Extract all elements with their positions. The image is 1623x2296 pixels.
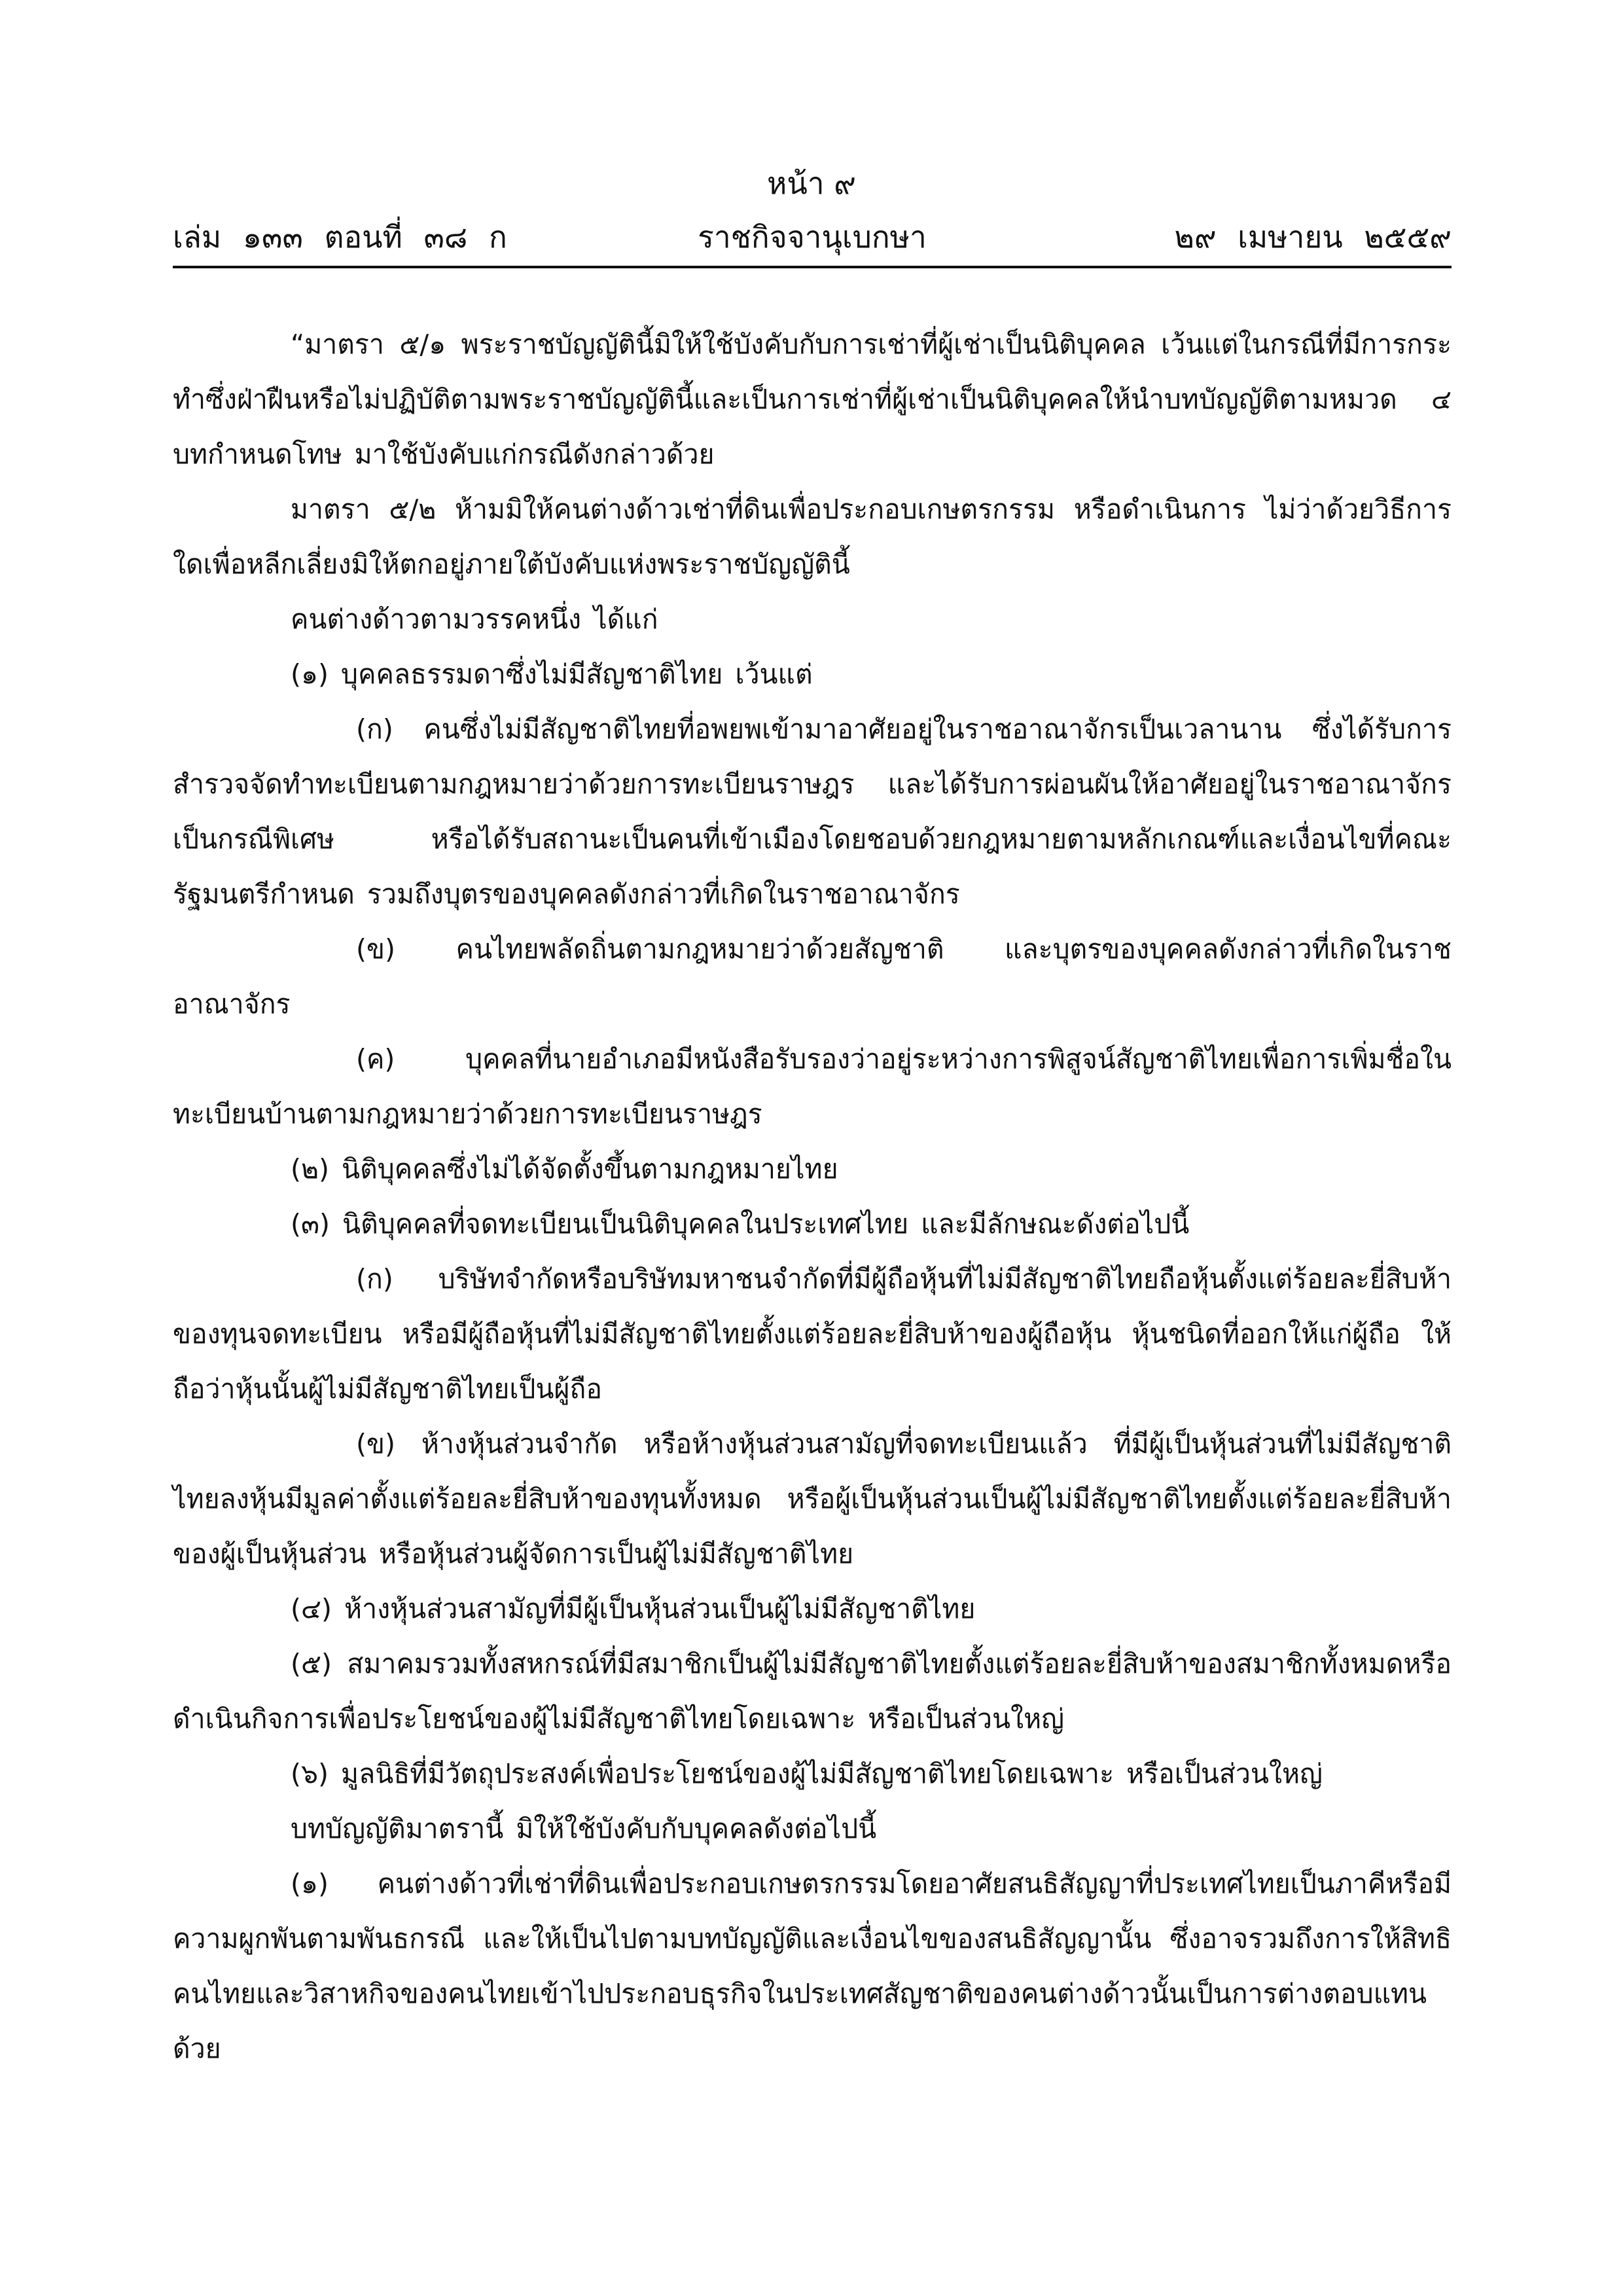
paragraph: “มาตรา ๕/๑ พระราชบัญญัตินี้มิให้ใช้บังคับกับการเช่าที่ผู้เช่าเป็นนิติบุคคล เว้นแต่ในกรณีที่มีการกระทำซึ่งฝ่าฝืนหรือไม่ปฏิบัติตามพระราชบัญญัตินี้และเป็นการเช่าที่ผู้เช่าเป็นนิติบุคคลให้นำบทบัญญัติตามหมวด ๔ บทกำหนดโทษ มาใช้บังคับแก่กรณีดังกล่าวด้วย [173,329,1452,470]
gazette-header [173,216,1452,258]
paragraph: (ก) คนซึ่งไม่มีสัญชาติไทยที่อพยพเข้ามาอาศัยอยู่ในราชอาณาจักรเป็นเวลานาน ซึ่งได้รับการสำรวจจัดทำทะเบียนตามกฎหมายว่าด้วยการทะเบียนราษฎร และได้รับการผ่อนผันให้อาศัยอยู่ในราชอาณาจักรเป็นกรณีพิเศษ หรือได้รับสถานะเป็นคนที่เข้าเมืองโดยชอบด้วยกฎหมายตามหลักเกณฑ์และเงื่อนไขที่คณะรัฐมนตรีกำหนด รวมถึงบุตรของบุคคลดังกล่าวที่เกิดในราชอาณาจักร [173,713,1452,910]
document-body [173,317,1452,2076]
page-number: หน้า ๙ [767,166,856,201]
paragraph: บทบัญญัติมาตรานี้ มิให้ใช้บังคับกับบุคคลดังต่อไปนี้ [291,1813,877,1844]
paragraph: มาตรา ๕/๒ ห้ามมิให้คนต่างด้าวเช่าที่ดินเพื่อประกอบเกษตรกรรม หรือดำเนินการ ไม่ว่าด้วยวิธีการใดเพื่อหลีกเลี่ยงมิให้ตกอยู่ภายใต้บังคับแห่งพระราชบัญญัตินี้ [173,493,1452,580]
publication-date: ๒๙ เมษายน ๒๕๕๙ [1174,219,1452,255]
paragraph: (ข) ห้างหุ้นส่วนจำกัด หรือห้างหุ้นส่วนสามัญที่จดทะเบียนแล้ว ที่มีผู้เป็นหุ้นส่วนที่ไม่มีสัญชาติไทยลงหุ้นมีมูลค่าตั้งแต่ร้อยละยี่สิบห้าของทุนทั้งหมด หรือผู้เป็นหุ้นส่วนเป็นผู้ไม่มีสัญชาติไทยตั้งแต่ร้อยละยี่สิบห้าของผู้เป็นหุ้นส่วน หรือหุ้นส่วนผู้จัดการเป็นผู้ไม่มีสัญชาติไทย [173,1428,1452,1570]
paragraph: (๔) ห้างหุ้นส่วนสามัญที่มีผู้เป็นหุ้นส่วนเป็นผู้ไม่มีสัญชาติไทย [291,1593,976,1624]
paragraph: (๑) คนต่างด้าวที่เช่าที่ดินเพื่อประกอบเกษตรกรรมโดยอาศัยสนธิสัญญาที่ประเทศไทยเป็นภาคีหรือมีความผูกพันตามพันธกรณี และให้เป็นไปตามบทบัญญัติและเงื่อนไขของสนธิสัญญานั้น ซึ่งอาจรวมถึงการให้สิทธิคนไทยและวิสาหกิจของคนไทยเข้าไปประกอบธุรกิจในประเทศสัญชาติของคนต่างด้าวนั้นเป็นการต่างตอบแทนด้วย [173,1868,1452,2064]
paragraph: (๓) นิติบุคคลที่จดทะเบียนเป็นนิติบุคคลในประเทศไทย และมีลักษณะดังต่อไปนี้ [291,1208,1190,1240]
paragraph: (๒) นิติบุคคลซึ่งไม่ได้จัดตั้งขึ้นตามกฎหมายไทย [291,1153,838,1185]
paragraph: คนต่างด้าวตามวรรคหนึ่ง ได้แก่ [291,603,658,635]
paragraph: (๖) มูลนิธิที่มีวัตถุประสงค์เพื่อประโยชน์ของผู้ไม่มีสัญชาติไทยโดยเฉพาะ หรือเป็นส่วนใหญ่ [291,1758,1323,1789]
paragraph: (๕) สมาคมรวมทั้งสหกรณ์ที่มีสมาชิกเป็นผู้ไม่มีสัญชาติไทยตั้งแต่ร้อยละยี่สิบห้าของสมาชิกทั้งหมดหรือดำเนินกิจการเพื่อประโยชน์ของผู้ไม่มีสัญชาติไทยโดยเฉพาะ หรือเป็นส่วนใหญ่ [173,1648,1452,1734]
paragraph: (ข) คนไทยพลัดถิ่นตามกฎหมายว่าด้วยสัญชาติ และบุตรของบุคคลดังกล่าวที่เกิดในราชอาณาจักร [173,933,1452,1020]
paragraph: (ก) บริษัทจำกัดหรือบริษัทมหาชนจำกัดที่มีผู้ถือหุ้นที่ไม่มีสัญชาติไทยถือหุ้นตั้งแต่ร้อยละยี่สิบห้าของทุนจดทะเบียน หรือมีผู้ถือหุ้นที่ไม่มีสัญชาติไทยตั้งแต่ร้อยละยี่สิบห้าของผู้ถือหุ้น หุ้นชนิดที่ออกให้แก่ผู้ถือ ให้ถือว่าหุ้นนั้นผู้ไม่มีสัญชาติไทยเป็นผู้ถือ [173,1263,1452,1405]
paragraph: (๑) บุคคลธรรมดาซึ่งไม่มีสัญชาติไทย เว้นแต่ [291,658,813,690]
header-divider [173,266,1452,268]
volume-issue: เล่ม ๑๓๓ ตอนที่ ๓๘ ก [173,219,507,255]
paragraph: (ค) บุคคลที่นายอำเภอมีหนังสือรับรองว่าอยู่ระหว่างการพิสูจน์สัญชาติไทยเพื่อการเพิ่มชื่อในทะเบียนบ้านตามกฎหมายว่าด้วยการทะเบียนราษฎร [173,1043,1452,1130]
gazette-title: ราชกิจจานุเบกษา [698,219,927,255]
